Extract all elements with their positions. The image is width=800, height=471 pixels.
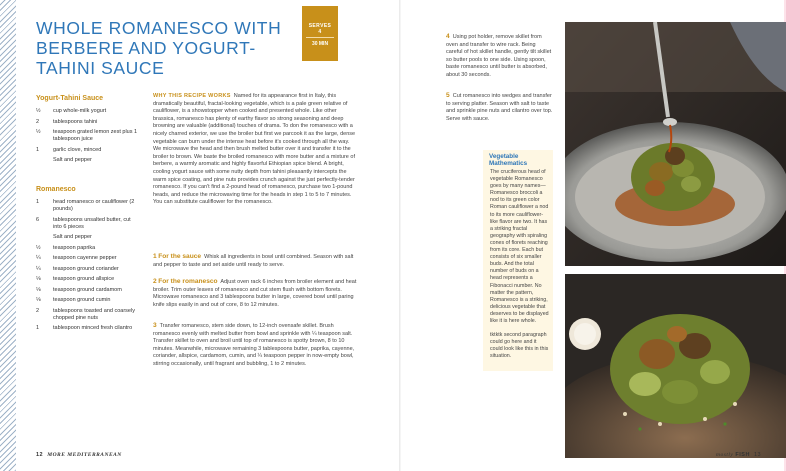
ingredient-quantity: ½ xyxy=(36,129,41,135)
step-text: Whisk all ingredients in bowl until combined. Season with salt and pepper to taste and set aside until ready to serve. xyxy=(153,254,354,268)
step-2 xyxy=(153,278,358,309)
section-prefix: mostly xyxy=(716,452,734,458)
step-5 xyxy=(446,92,553,123)
ingredient-quantity: 2 xyxy=(36,118,40,125)
ingredient-quantity xyxy=(36,234,53,241)
section-word: FISH xyxy=(735,452,750,458)
ingredient-text: teaspoon ground allspice xyxy=(53,276,115,282)
step-title: For the romanesco xyxy=(158,278,218,285)
ingredient-item xyxy=(36,217,138,231)
ingredient-item xyxy=(36,266,138,273)
ingredient-item xyxy=(36,297,138,304)
ingredient-quantity xyxy=(36,157,53,164)
serves-badge xyxy=(302,6,338,61)
why-paragraph xyxy=(153,93,358,207)
ingredient-quantity: ¼ xyxy=(36,265,41,272)
ingredient-quantity: ⅛ xyxy=(36,297,41,303)
ingredient-quantity: ½ xyxy=(36,108,41,114)
ingredient-item xyxy=(36,108,138,115)
ingredient-quantity: ⅛ xyxy=(36,286,41,293)
step-text: Using pot holder, remove skillet from oven and transfer to wire rack. Being careful of hot skillet handle, gently tilt skillet so butter pools to one side. Using spoon, baste romanesco until butter is absorbed, about 30 seconds. xyxy=(446,34,552,78)
decorative-stripe-left xyxy=(0,0,16,471)
ingredient-item xyxy=(36,234,138,241)
romanesco-ingredient-list xyxy=(36,199,138,336)
footer-left xyxy=(36,452,122,458)
step-4 xyxy=(446,33,553,80)
ingredient-item xyxy=(36,308,138,322)
ingredient-quantity: ¼ xyxy=(36,255,41,261)
ingredient-quantity: 6 xyxy=(36,216,40,223)
why-label: WHY THIS RECIPE WORKS xyxy=(153,93,231,99)
sauce-heading: Yogurt-Tahini Sauce xyxy=(36,95,104,102)
ingredient-quantity: 1 xyxy=(36,325,40,331)
ingredient-text: tablespoons unsalted butter, cut into 6 pieces xyxy=(53,216,131,230)
ingredient-item xyxy=(36,255,138,262)
sidebar-text-2: tktktk second paragraph could go here and it could look like this in this situation. xyxy=(490,332,549,360)
why-text: Named for its appearance first in Italy, this dramatically beautiful, fractal-looking vegetable, which is a pale green relative of cauliflower, is a showstopper when cooked and presented whole. Like other brassica, romanesco has plenty of earthy flavor so strong seasoning and deep browning are valuable (additional) touches of drama. To don the romanesco with a nicely charred exterior, we use the broiler but first we parcook it as the large, dense vegetable can burn under the intense heat before it's cooked through all the way. We microwave the head and then brush melted butter over it and transfer it to the broiler to brown. We baste the broiled romanesco with more butter and a mixture of berbere, a warmly aromatic and highly flavorful Ethiopian spice blend. A bright, cooling yogurt sauce with some nutty depth from tahini pleasantly intercepts the warm spice coating, and pine nuts provides crunch against the just perfectly-tender romanesco. If you can't find a 2-pound head of romanesco, purchase two 1-pound heads, and reduce the microwaving time for the heads in step 1 to 5 to 7 minutes. You can substitute cauliflower for the romanesco. xyxy=(153,93,356,206)
ingredient-quantity: ⅛ xyxy=(36,276,41,282)
page-number-right: 13 xyxy=(754,452,762,458)
ingredient-item xyxy=(36,287,138,294)
step-number: 2 xyxy=(153,278,157,285)
ingredient-quantity: ½ xyxy=(36,244,41,251)
ingredient-item xyxy=(36,147,138,154)
ingredient-text: tablespoons toasted and coarsely chopped pine nuts xyxy=(53,307,135,321)
ingredient-text: garlic clove, minced xyxy=(53,146,102,153)
sidebar-box xyxy=(483,150,553,371)
step-number: 5 xyxy=(446,92,450,99)
sidebar-text: The cruciferous head of vegetable Romanesco goes by many names—Romanesco broccoli a nod to its green color Roman cauliflower a nod to its more cauliflower-like flavor are two. It has a striking fractal geography with spiraling cones of florets reaching from its core. Each but consists of six smaller buds. And the total number of buds on a head represents a Fibonacci number. No matter the pattern, Romanesco is a striking, delicious vegetable that deserves to be displayed like it is here whole. xyxy=(490,169,549,324)
ingredient-text: Salt and pepper xyxy=(53,234,92,240)
ingredient-quantity: 1 xyxy=(36,146,40,153)
ingredient-text: tablespoon minced fresh cilantro xyxy=(53,325,133,331)
serves-label: SERVES xyxy=(308,23,332,29)
ingredient-text: teaspoon paprika xyxy=(53,244,96,251)
step-text: Cut romanesco into wedges and transfer to serving platter. Season with salt to taste and sprinkle pine nuts and cilantro over top. Serve with sauce. xyxy=(446,93,553,122)
sauce-ingredient-list xyxy=(36,108,138,168)
ingredient-text: cup whole-milk yogurt xyxy=(53,108,107,114)
ingredient-text: teaspoon grated lemon zest plus 1 tablespoon juice xyxy=(53,129,138,142)
ingredient-item xyxy=(36,129,138,143)
recipe-title: WHOLE ROMANESCO WITH BERBERE AND YOGURT-TAHINI SAUCE xyxy=(36,18,282,78)
ingredient-quantity: 1 xyxy=(36,199,40,205)
ingredient-text: teaspoon ground cumin xyxy=(53,297,111,303)
sidebar-title: Vegetable Mathematics xyxy=(489,153,528,167)
ingredient-item xyxy=(36,245,138,252)
step-text: Transfer romanesco, stem side down, to 12-inch ovensafe skillet. Brush romanesco evenly with melted butter from bowl and sprinkle with ¼ teaspoon salt. Transfer skillet to oven and broil until top of romanesco is spotty brown, 8 to 10 minutes. Meanwhile, microwave remaining 3 tablespoons butter, paprika, cayenne, coriander, allspice, cardamom, cumin, and ¼ teaspoon pepper in now-empty bowl, stirring occasionally, until fragrant and bubbling, 1 to 2 minutes. xyxy=(153,323,355,367)
ingredient-text: teaspoon ground coriander xyxy=(53,265,119,272)
step-number: 4 xyxy=(446,33,450,40)
time-label: 30 MIN xyxy=(306,37,334,47)
step-1 xyxy=(153,253,358,269)
ingredient-text: teaspoon ground cardamom xyxy=(53,286,122,293)
photo-skillet xyxy=(565,22,786,266)
ingredient-item xyxy=(36,119,138,126)
step-3 xyxy=(153,322,358,369)
ingredient-text: Salt and pepper xyxy=(53,157,92,163)
decorative-edge-right xyxy=(786,0,800,471)
ingredient-text: tablespoons tahini xyxy=(53,118,98,125)
page-gutter xyxy=(399,0,401,471)
ingredient-item xyxy=(36,199,138,213)
ingredient-item xyxy=(36,157,138,164)
step-number: 3 xyxy=(153,322,157,329)
serves-count: 4 xyxy=(318,29,322,35)
ingredient-item xyxy=(36,325,138,332)
ingredient-text: head romanesco or cauliflower (2 pounds) xyxy=(53,199,135,212)
step-title: For the sauce xyxy=(158,253,202,260)
ingredient-quantity: 2 xyxy=(36,307,40,314)
step-number: 1 xyxy=(153,253,157,260)
step-text: Adjust oven rack 6 inches from broiler element and heat broiler. Trim outer leaves of romanesco and cut stem flush with bottom florets. Microwave romanesco and 3 tablespoons butter in large, covered bowl until paring knife slips easily in and out of core, 8 to 12 minutes. xyxy=(153,279,357,308)
photo-plated xyxy=(565,274,786,458)
book-title: MORE MEDITERRANEAN xyxy=(47,452,122,458)
ingredient-item xyxy=(36,276,138,283)
footer-right xyxy=(716,452,761,458)
page-number-left: 12 xyxy=(36,452,44,458)
ingredient-text: teaspoon cayenne pepper xyxy=(53,255,117,261)
romanesco-heading: Romanesco xyxy=(36,186,76,193)
